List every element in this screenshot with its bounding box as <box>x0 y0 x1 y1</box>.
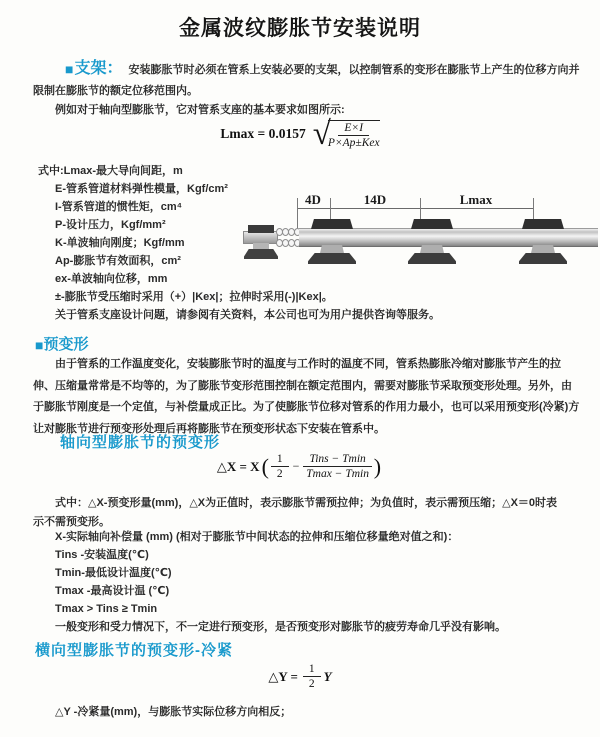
axial-description-line: 示不需预变形。 <box>33 516 110 528</box>
definition-item: ±-膨胀节受压缩时采用（+）|Kex|；拉伸时采用(-)|Kex|。 <box>55 291 333 303</box>
axial-item: Tmax > Tins ≥ Tmin <box>55 603 158 615</box>
definition-item: K-单波轴向刚度；Kgf/mm <box>55 237 185 249</box>
lmax-formula-lhs: Lmax = 0.0157 <box>220 126 306 141</box>
predeform-paragraph-line: 让对膨胀节进行预变形处理后再将膨胀节在预变形状态下安装在管系中。 <box>33 422 385 435</box>
pipe-support <box>308 219 356 265</box>
axial-note: 一般变形和受力情况下，不一定进行预变形，是否预变形对膨胀节的疲劳寿命几乎没有影响。 <box>55 621 506 633</box>
support-section-heading: 支架： <box>74 60 123 77</box>
support-example-text: 例如对于轴向型膨胀节，它对管系支座的基本要求如图所示: <box>55 104 345 116</box>
predeform-paragraph-line: 伸、压缩量常常是不均等的，为了膨胀节变形范围控制在额定范围内，需要对膨胀节采取预变形处理。另外，由 <box>33 379 572 392</box>
lateral-formula-rhs: Y <box>323 668 332 684</box>
predeform-section-heading: ■预变形 <box>35 336 89 353</box>
lateral-formula <box>0 663 600 690</box>
definition-item: Ap-膨胀节有效面积，cm² <box>55 255 181 267</box>
support-note: 关于管系支座设计问题，请参阅有关资料，本公司也可为用户提供咨询等服务。 <box>55 309 440 321</box>
axial-formula <box>0 453 600 480</box>
close-paren: ) <box>373 453 382 479</box>
support-intro-paragraph <box>33 57 579 103</box>
open-paren: ( <box>261 453 269 479</box>
temperature-fraction: $\frac{\text{Tins − Tmin}}{Tmax - Tmin}$ <box>303 453 371 480</box>
dim-label-14d: 14D <box>363 192 387 207</box>
axial-predeform-heading: 轴向型膨胀节的预变形 <box>60 434 221 451</box>
lateral-item: △Y -冷紧量(mm)，与膨胀节实际位移方向相反； <box>55 706 292 718</box>
predeform-paragraph <box>33 354 579 440</box>
lmax-formula-numerator: E×I <box>338 122 369 136</box>
dim-label-lmax: Lmax <box>459 192 493 207</box>
axial-item: X-实际轴向补偿量 (mm) (相对于膨胀节中间状态的拉伸和压缩位移量绝对值之和)： <box>55 531 459 543</box>
page-title: 金属波纹膨胀节安装说明 <box>179 17 421 40</box>
fixed-anchor-base <box>244 249 278 259</box>
lmax-formula <box>0 116 600 152</box>
axial-description-paragraph <box>33 494 557 532</box>
lateral-formula-lhs: △Y = <box>268 668 298 684</box>
axial-symbol-list <box>55 528 506 636</box>
sqrt-radical-icon: √ $\frac{E\times I}{\text{P×Ap±Kex}}$ <box>312 116 380 152</box>
axial-item: Tmax -最高设计温 (℃) <box>55 585 170 597</box>
predeform-paragraph-line: 由于管系的工作温度变化，安装膨胀节时的温度与工作时的温度不同，管系热膨胀冷缩对膨胀节产生的拉 <box>55 358 561 370</box>
support-intro-line-2: 限制在膨胀节的额定位移范围内。 <box>33 85 198 97</box>
predeform-paragraph-line: 于膨胀节刚度是一个定值，与补偿量成正比。为了使膨胀节位移对管系的作用力最小，也可以采用预变形(冷紧)方 <box>33 401 580 413</box>
support-section-marker-icon: ■ <box>65 61 74 77</box>
axial-description-line: 式中：△X-预变形量(mm)，△X为正值时，表示膨胀节需预拉伸；为负值时，表示需预压缩；△X＝0时表 <box>55 497 558 509</box>
one-half-fraction: $\frac{1}{2}$ <box>303 663 321 690</box>
minus-operator: − <box>292 459 300 473</box>
fixed-anchor-icon <box>248 225 274 233</box>
dim-label-4d: 4D <box>305 192 321 207</box>
axial-formula-lhs: △X = X <box>216 458 260 474</box>
definition-item: I-管系管道的惯性矩，cm⁴ <box>55 201 183 213</box>
definition-item: ex-单波轴向位移，mm <box>55 273 168 285</box>
pipe-support <box>519 219 567 265</box>
dimension-tick <box>297 198 298 229</box>
lmax-formula-denominator: P×Ap±Kex <box>327 137 380 149</box>
lateral-predeform-heading: 横向型膨胀节的预变形-冷紧 <box>35 642 233 659</box>
pipe-support <box>408 219 456 265</box>
definition-item: E-管系管道材料弹性模量，Kgf/cm² <box>55 183 228 195</box>
predeform-section-marker-icon: ■ <box>35 337 44 353</box>
support-intro-line-1: 安装膨胀节时必须在管系上安装必要的支架，以控制管系的变形在膨胀节上产生的位移方向并 <box>128 64 580 76</box>
axial-item: Tins -安装温度(℃) <box>55 549 149 561</box>
fixed-anchor-pedestal <box>253 243 269 249</box>
support-spacing-diagram <box>243 192 600 284</box>
axial-item: Tmin-最低设计温度(℃) <box>55 567 172 579</box>
dimension-line <box>297 208 534 209</box>
definition-item: 式中:Lmax-最大导向间距，m <box>38 165 183 177</box>
definition-item: P-设计压力，Kgf/mm² <box>55 219 166 231</box>
one-half-fraction: $\frac{1}{2}$ <box>271 453 289 480</box>
